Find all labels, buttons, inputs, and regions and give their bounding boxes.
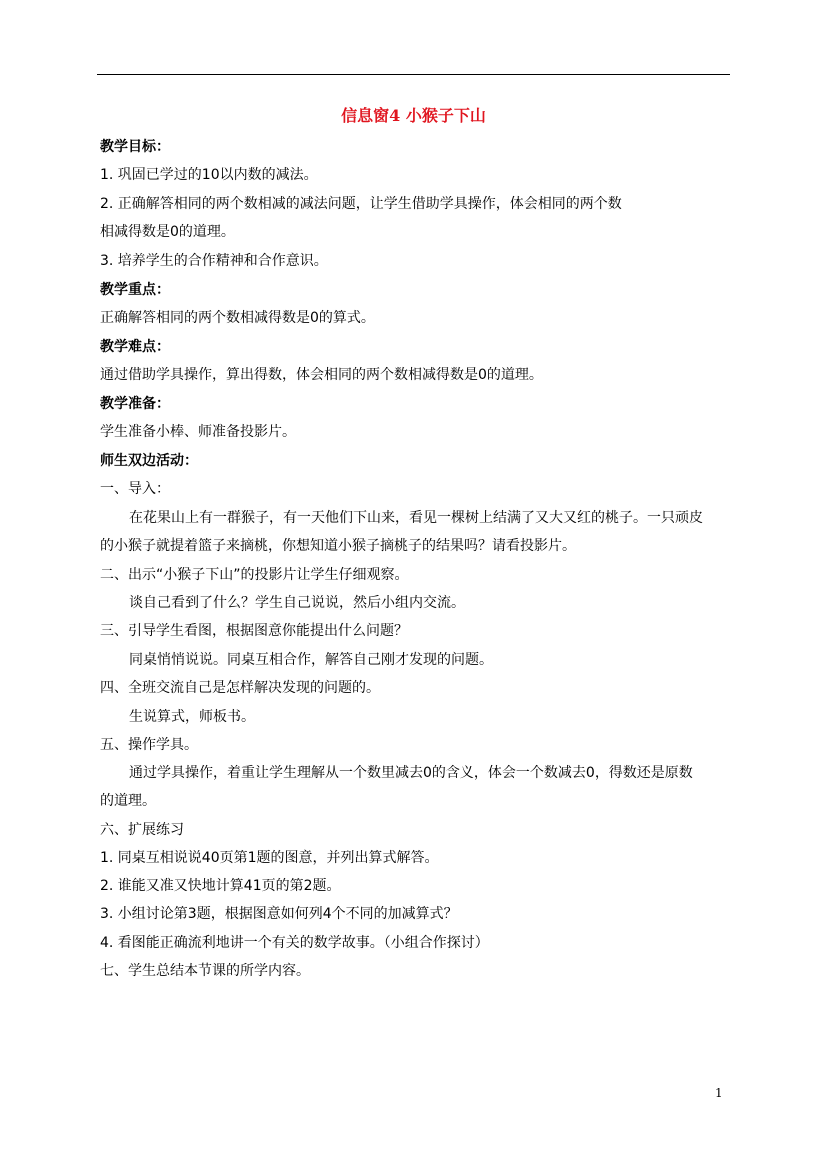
step-1: 一、导入： [100,481,170,497]
step-2-text: 谈自己看到了什么？学生自己说说，然后小组内交流。 [129,595,465,611]
goal-1: 1. 巩固已学过的10以内数的减法。 [100,167,318,183]
goals-heading: 教学目标： [100,139,170,155]
step-1-text-a: 在花果山上有一群猴子，有一天他们下山来，看见一棵树上结满了又大又红的桃子。一只顽皮 [129,510,703,526]
activity-heading: 师生双边活动： [100,453,198,469]
step-5-text-a: 通过学具操作，着重让学生理解从一个数里减去0的含义，体会一个数减去0，得数还是原数 [129,765,693,781]
step-3: 三、引导学生看图，根据图意你能提出什么问题？ [100,623,408,639]
header-rule [97,74,730,75]
goal-2-line-b: 相减得数是0的道理。 [100,224,235,240]
key-heading: 教学重点： [100,282,170,298]
prep-text: 学生准备小棒、师准备投影片。 [100,424,296,440]
exercise-2: 2. 谁能又准又快地计算41页的第2题。 [100,878,341,894]
step-4-text: 生说算式，师板书。 [129,709,255,725]
step-3-text: 同桌悄悄说说。同桌互相合作，解答自己刚才发现的问题。 [129,652,493,668]
difficult-text: 通过借助学具操作，算出得数，体会相同的两个数相减得数是0的道理。 [100,367,543,383]
step-1-text-b: 的小猴子就提着篮子来摘桃，你想知道小猴子摘桃子的结果吗？请看投影片。 [100,538,576,554]
key-text: 正确解答相同的两个数相减得数是0的算式。 [100,310,375,326]
step-6: 六、扩展练习 [100,822,184,838]
step-2: 二、出示“小猴子下山”的投影片让学生仔细观察。 [100,567,409,583]
step-5: 五、操作学具。 [100,737,198,753]
step-5-text-b: 的道理。 [100,793,156,809]
exercise-4: 4. 看图能正确流利地讲一个有关的数学故事。（小组合作探讨） [100,935,489,951]
goal-3: 3. 培养学生的合作精神和合作意识。 [100,253,328,269]
step-4: 四、全班交流自己是怎样解决发现的问题的。 [100,680,380,696]
prep-heading: 教学准备： [100,396,170,412]
step-7: 七、学生总结本节课的所学内容。 [100,963,310,979]
page-number: 1 [715,1086,723,1100]
document-title: 信息窗4 小猴子下山 [341,106,486,125]
exercise-3: 3. 小组讨论第3题，根据图意如何列4个不同的加减算式？ [100,906,458,922]
exercise-1: 1. 同桌互相说说40页第1题的图意，并列出算式解答。 [100,850,439,866]
goal-2-line-a: 2. 正确解答相同的两个数相减的减法问题，让学生借助学具操作，体会相同的两个数 [100,196,622,212]
difficult-heading: 教学难点： [100,339,170,355]
